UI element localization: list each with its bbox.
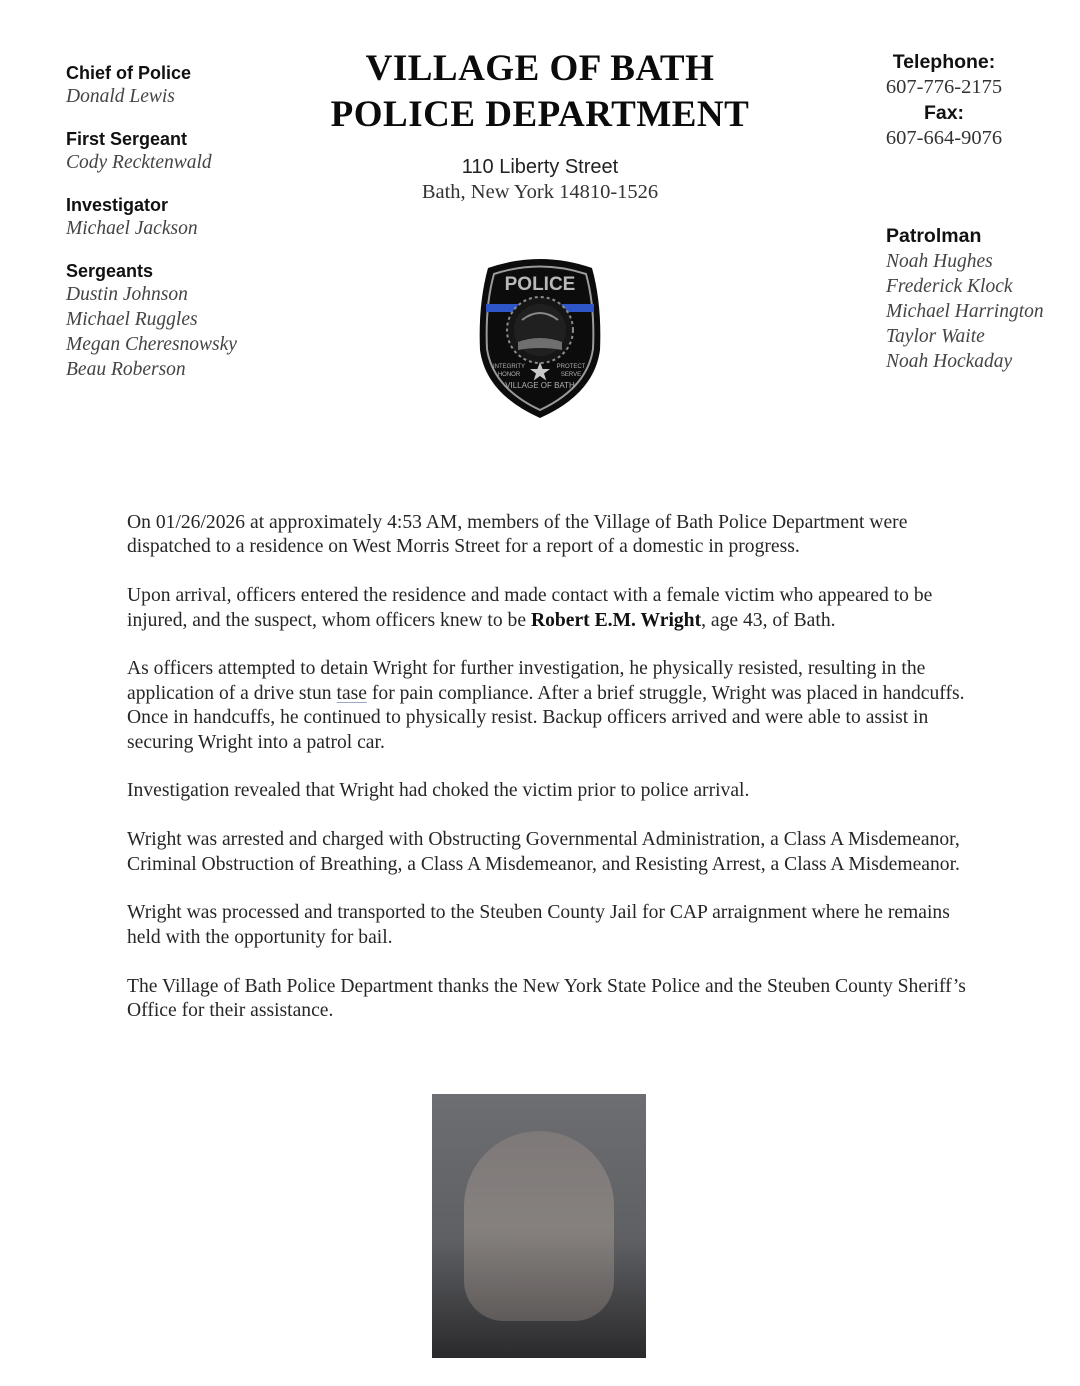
text: Upon arrival, officers entered the residence and made contact with a female victim who appeared to be injured, and the suspect, whom officers knew to be xyxy=(127,585,933,631)
paragraph-thanks: The Village of Bath Police Department thanks the New York State Police and the Steuben County Sheriff’s Office for their assistance. xyxy=(127,975,966,1022)
street-address: 110 Liberty Street xyxy=(461,156,619,178)
fax-label: Fax: xyxy=(923,102,965,124)
staff-name: Cody Recktenwald xyxy=(66,152,212,173)
badge-bottom-text: VILLAGE OF BATH xyxy=(505,381,575,390)
booking-photo xyxy=(432,1094,646,1358)
staff-list-left xyxy=(66,62,306,401)
paragraph-arrival xyxy=(127,584,967,633)
staff-role: Chief of Police xyxy=(66,63,192,83)
staff-group-sergeants xyxy=(66,260,306,382)
staff-name: Michael Ruggles xyxy=(66,309,198,330)
staff-name: Beau Roberson xyxy=(66,359,186,380)
staff-group-chief xyxy=(66,62,306,109)
staff-name: Noah Hughes xyxy=(886,251,993,272)
spellcheck-underlined-word: tase xyxy=(336,682,367,704)
press-release-body xyxy=(127,511,967,1048)
text: , age 43, of Bath. xyxy=(701,609,836,631)
text: As officers attempted to detain Wright for further investigation, he physically resisted, resulting in the application of a drive stun xyxy=(127,658,926,704)
police-badge-logo xyxy=(476,254,604,420)
staff-name: Michael Jackson xyxy=(66,218,198,239)
paragraph-dispatch: On 01/26/2026 at approximately 4:53 AM, members of the Village of Bath Police Department were dispatched to a residence on West Morris Street for a report of a domestic in progress. xyxy=(127,512,908,558)
staff-name: Michael Harrington xyxy=(886,301,1044,322)
department-title-line-1: VILLAGE OF BATH xyxy=(365,48,715,89)
badge-top-text: POLICE xyxy=(504,274,576,295)
contact-info xyxy=(860,50,1028,152)
staff-role: Sergeants xyxy=(66,261,154,281)
paragraph-processing: Wright was processed and transported to the Steuben County Jail for CAP arraignment where he remains held with the opportunity for bail. xyxy=(127,902,950,948)
telephone-number: 607-776-2175 xyxy=(885,76,1003,98)
police-shield-icon xyxy=(476,254,604,420)
department-title-line-2: POLICE DEPARTMENT xyxy=(330,94,750,135)
staff-name: Megan Cheresnowsky xyxy=(66,334,237,355)
photo-placeholder-silhouette xyxy=(464,1131,614,1321)
staff-group-first-sergeant xyxy=(66,128,306,175)
staff-name: Noah Hockaday xyxy=(886,351,1013,372)
staff-name: Frederick Klock xyxy=(886,276,1013,297)
badge-left-motto-1: INTEGRITY xyxy=(492,364,526,370)
staff-name: Donald Lewis xyxy=(66,86,175,107)
paragraph-detention xyxy=(127,657,967,755)
suspect-name: Robert E.M. Wright xyxy=(530,609,702,631)
fax-number: 607-664-9076 xyxy=(885,127,1003,149)
paragraph-charges: Wright was arrested and charged with Obstructing Governmental Administration, a Class A Misdemeanor, Criminal Obstruction of Breathing, a Class A Misdemeanor, and Resisting Arrest, a Class A Misdemeanor. xyxy=(127,829,960,875)
paragraph-investigation: Investigation revealed that Wright had choked the victim prior to police arrival. xyxy=(127,780,750,802)
staff-name: Taylor Waite xyxy=(886,326,985,347)
staff-list-patrolman xyxy=(886,224,1076,374)
letterhead xyxy=(300,46,780,205)
staff-role: First Sergeant xyxy=(66,129,188,149)
badge-right-motto-2: SERVE xyxy=(560,372,582,378)
staff-role: Investigator xyxy=(66,195,169,215)
badge-right-motto-1: PROTECT xyxy=(556,364,586,370)
badge-left-motto-2: HONOR xyxy=(497,372,521,378)
staff-name: Dustin Johnson xyxy=(66,284,188,305)
staff-role: Patrolman xyxy=(886,225,982,247)
telephone-label: Telephone: xyxy=(892,51,996,73)
text: for pain compliance. After a brief struggle, Wright was placed in handcuffs. Once in handcuffs, he continued to physically resist. Backup officers arrived and were able to assist in securing Wright into a patrol car. xyxy=(127,682,965,753)
city-state-zip: Bath, New York 14810-1526 xyxy=(421,181,659,203)
staff-group-investigator xyxy=(66,194,306,241)
